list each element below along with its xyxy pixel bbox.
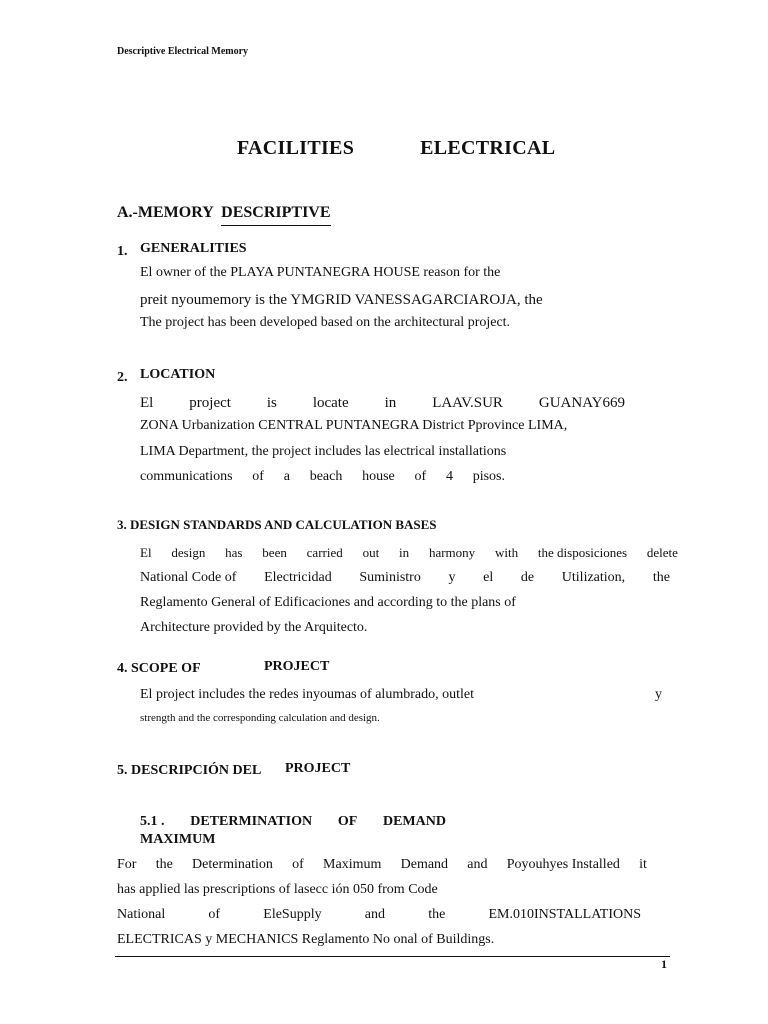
word: in xyxy=(399,545,410,560)
document-title xyxy=(237,137,555,160)
word: the xyxy=(428,907,446,922)
word: beach xyxy=(309,469,343,484)
running-header: Descriptive Electrical Memory xyxy=(117,46,249,57)
section-4-heading-b: PROJECT xyxy=(264,659,330,674)
section-2-line-2: ZONA Urbanization CENTRAL PUNTANEGRA District Pprovince LIMA, xyxy=(140,418,568,433)
word: 5.1 . xyxy=(140,814,165,829)
word: Determination xyxy=(192,857,273,872)
word: of xyxy=(292,857,304,872)
word: El xyxy=(140,395,154,411)
word: of xyxy=(414,469,427,484)
word: Utilization, xyxy=(561,570,626,585)
section-5-1-line-3 xyxy=(117,907,641,923)
word: project xyxy=(189,395,231,411)
word: the xyxy=(155,857,173,872)
word: el xyxy=(483,570,494,585)
section-3-line-2 xyxy=(140,570,670,586)
page-number: 1 xyxy=(661,957,667,971)
section-4-line-1: El project includes the redes inyoumas of alumbrado, outlet xyxy=(140,687,474,702)
word: Electricidad xyxy=(264,570,332,585)
word: DEMAND xyxy=(382,814,446,829)
section-2-line-4 xyxy=(140,469,505,485)
word: Demand xyxy=(400,857,449,872)
section-1-number: 1. xyxy=(117,244,128,259)
section-2-line-3: LIMA Department, the project includes las electrical installations xyxy=(140,444,507,459)
word: LAAV.SUR xyxy=(432,395,503,411)
section-1-line-1: El owner of the PLAYA PUNTANEGRA HOUSE reason for the xyxy=(140,265,501,280)
section-1-line-2: preit nyoumemory is the YMGRID VANESSAGARCIAROJA, the xyxy=(140,292,543,308)
title-word-1: FACILITIES xyxy=(237,137,355,159)
section-2-line-1 xyxy=(140,395,625,412)
word: of xyxy=(208,907,221,922)
word: DETERMINATION xyxy=(190,814,313,829)
word: National Code of xyxy=(140,570,237,585)
section-4-heading-a: 4. SCOPE OF xyxy=(117,661,201,676)
footer-rule xyxy=(115,956,670,957)
word: National xyxy=(117,907,166,922)
word: locate xyxy=(312,395,349,411)
word: El xyxy=(140,545,152,560)
word: been xyxy=(262,545,287,560)
word: delete xyxy=(646,545,678,560)
section-5-1-heading-line-2: MAXIMUM xyxy=(140,832,216,847)
word: it xyxy=(639,857,647,872)
word: with xyxy=(494,545,519,560)
word: communications xyxy=(140,469,233,484)
word: design xyxy=(171,545,206,560)
word: Suministro xyxy=(359,570,421,585)
word: de xyxy=(520,570,535,585)
word: is xyxy=(266,395,277,411)
section-3-heading: 3. DESIGN STANDARDS AND CALCULATION BASES xyxy=(117,517,437,532)
word: has xyxy=(225,545,243,560)
word: the disposiciones xyxy=(537,545,628,560)
word: 4 xyxy=(445,469,453,484)
section-5-1-line-4: ELECTRICAS y MECHANICS Reglamento No onal of Buildings. xyxy=(117,932,495,947)
section-1-heading: GENERALITIES xyxy=(140,241,247,256)
section-2-heading: LOCATION xyxy=(140,367,216,382)
word: EM.010INSTALLATIONS xyxy=(488,907,641,922)
section-4-line-2: strength and the corresponding calculation and design. xyxy=(140,712,380,724)
word: harmony xyxy=(428,545,476,560)
word: OF xyxy=(337,814,358,829)
section-5-heading-b: PROJECT xyxy=(285,761,351,776)
word: Maximum xyxy=(323,857,382,872)
section-5-1-heading-line-1 xyxy=(140,814,446,830)
section-a-prefix: A.-MEMORY xyxy=(117,204,214,221)
word: EleSupply xyxy=(263,907,322,922)
section-3-line-3: Reglamento General of Edificaciones and according to the plans of xyxy=(140,595,516,610)
section-5-1-line-1 xyxy=(117,857,647,873)
section-a-heading xyxy=(117,204,331,222)
title-word-2: ELECTRICAL xyxy=(420,137,556,159)
section-5-heading-a: 5. DESCRIPCIÓN DEL xyxy=(117,763,262,778)
word: Poyouhyes Installed xyxy=(506,857,620,872)
word: out xyxy=(362,545,380,560)
word: in xyxy=(384,395,397,411)
section-4-line-1-end: y xyxy=(655,687,662,702)
section-3-line-4: Architecture provided by the Arquitecto. xyxy=(140,620,368,635)
word: carried xyxy=(306,545,343,560)
section-1-line-3: The project has been developed based on the architectural project. xyxy=(140,315,511,330)
section-3-line-1 xyxy=(140,545,678,561)
word: house xyxy=(362,469,395,484)
word: the xyxy=(652,570,670,585)
word: a xyxy=(283,469,290,484)
word: GUANAY669 xyxy=(538,395,625,411)
word: y xyxy=(448,570,456,585)
word: pisos. xyxy=(472,469,505,484)
section-5-1-line-2: has applied las prescriptions of lasecc ión 050 from Code xyxy=(117,882,438,897)
section-a-underlined: DESCRIPTIVE xyxy=(221,204,330,226)
section-2-number: 2. xyxy=(117,370,128,385)
word: and xyxy=(364,907,386,922)
word: of xyxy=(252,469,264,484)
word: For xyxy=(117,857,137,872)
word: and xyxy=(467,857,488,872)
